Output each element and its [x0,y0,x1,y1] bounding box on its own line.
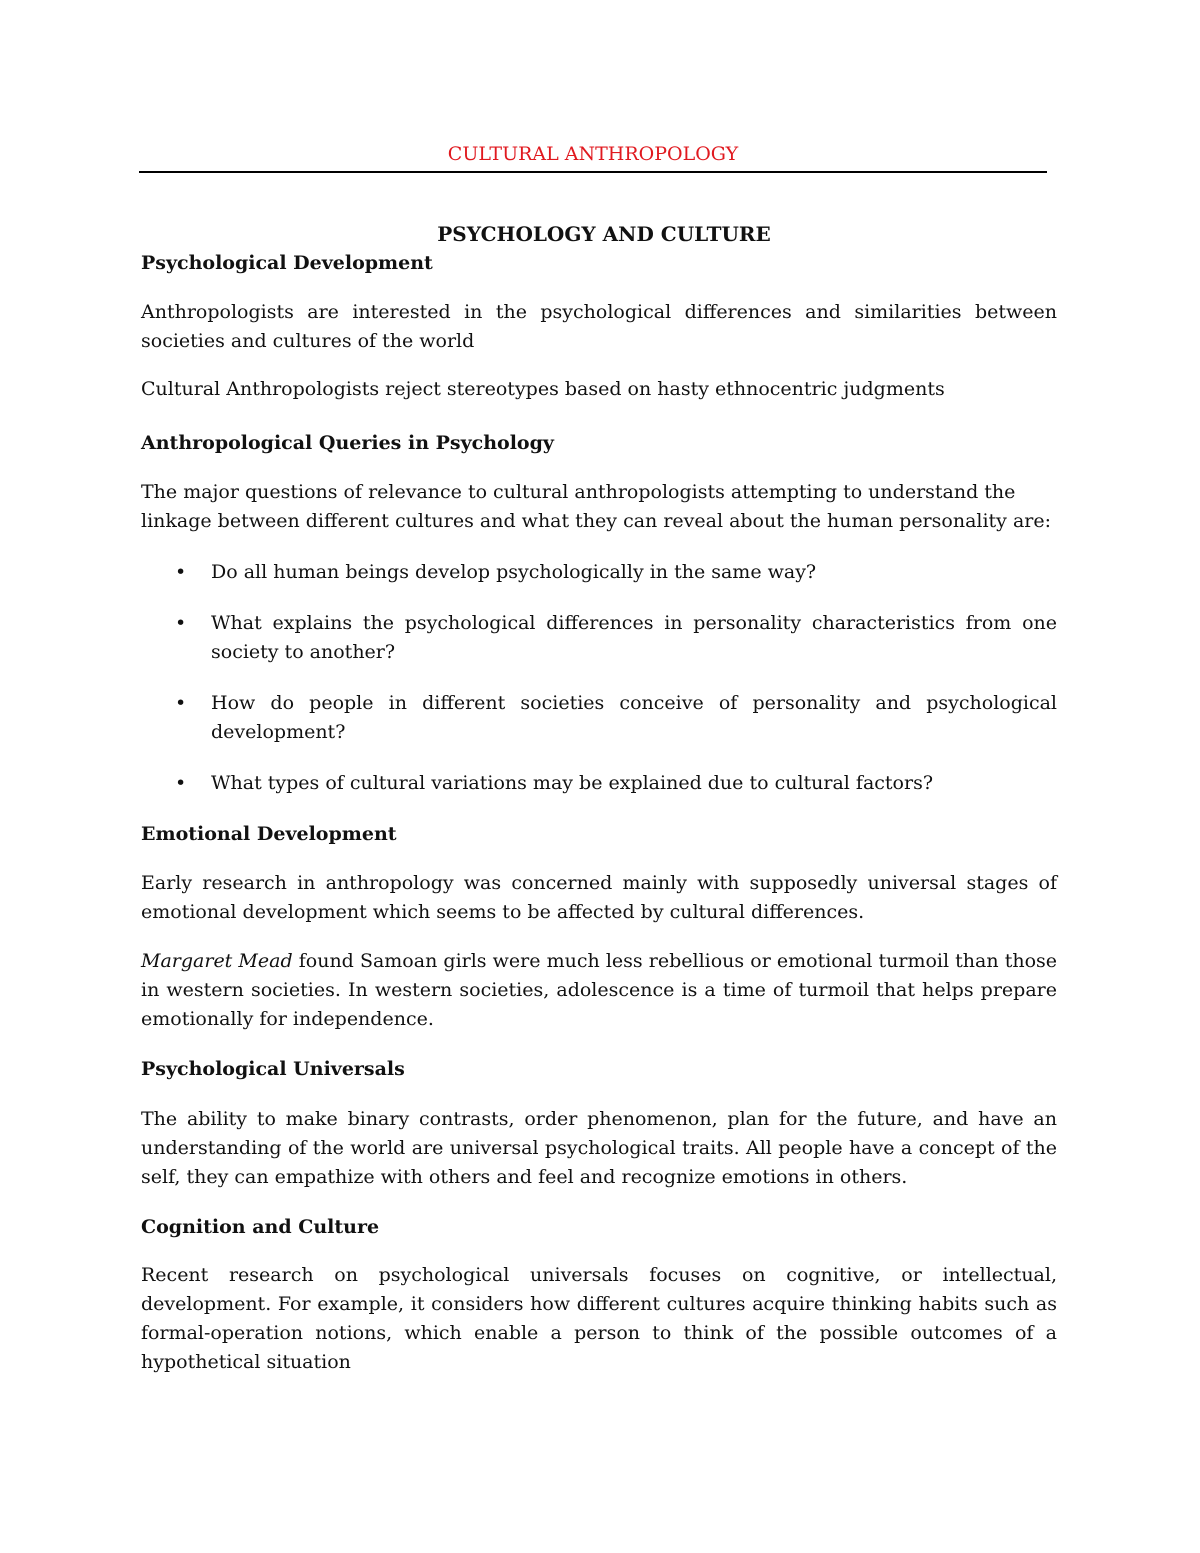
document-title: PSYCHOLOGY AND CULTURE [437,222,771,246]
paragraph-queries-intro: The major questions of relevance to cultural anthropologists attempting to understand the linkage between different cultures and what they can reveal about the human personality are: [141,481,1052,532]
bullet-icon: • [175,772,187,794]
heading-psychological-development: Psychological Development [141,252,433,274]
bullet-text: What types of cultural variations may be explained due to cultural factors? [211,772,934,794]
list-item [141,558,1057,587]
paragraph-emotional-1: Early research in anthropology was concerned mainly with supposedly universal stages of emotional development which seems to be affected by cultural differences. [141,872,1057,923]
bullet-icon: • [175,692,187,714]
paragraph-emotional-2 [141,947,1057,1034]
paragraph-universals-1: The ability to make binary contrasts, order phenomenon, plan for the future, and have an understanding of the world are universal psychological traits. All people have a concept of the self, they can empathize with others and feel and recognize emotions in others. [141,1108,1057,1188]
paragraph-cognition-1: Recent research on psychological universals focuses on cognitive, or intellectual, development. For example, it considers how different cultures acquire thinking habits such as formal-operation notions, which enable a person to think of the possible outcomes of a hypothetical situation [141,1264,1057,1373]
list-item [141,689,1057,747]
heading-psychological-universals: Psychological Universals [141,1058,405,1080]
bullet-icon: • [175,612,187,634]
header-rule [139,171,1047,173]
heading-anthropological-queries: Anthropological Queries in Psychology [141,432,554,454]
paragraph-emotional-2-text: found Samoan girls were much less rebellious or emotional turmoil than those in western societies. In western societies, adolescence is a time of turmoil that helps prepare emotionally for independence. [141,950,1058,1030]
list-item [141,609,1057,667]
bullet-text: Do all human beings develop psychologically in the same way? [211,561,817,583]
heading-cognition-and-culture: Cognition and Culture [141,1216,380,1238]
bullet-icon: • [175,561,187,583]
bullet-text: What explains the psychological differences in personality characteristics from one society to another? [211,612,1057,663]
running-header: CULTURAL ANTHROPOLOGY [447,143,739,165]
list-item [141,769,1057,798]
paragraph-psych-dev-1: Anthropologists are interested in the psychological differences and similarities between societies and cultures of the world [141,301,1057,352]
heading-emotional-development: Emotional Development [141,823,397,845]
bullet-text: How do people in different societies conceive of personality and psychological development? [211,692,1057,743]
person-name: Margaret Mead [141,950,293,972]
queries-bullet-list [141,558,1057,798]
document-body [141,220,1057,1377]
paragraph-psych-dev-2: Cultural Anthropologists reject stereotypes based on hasty ethnocentric judgments [141,378,945,400]
